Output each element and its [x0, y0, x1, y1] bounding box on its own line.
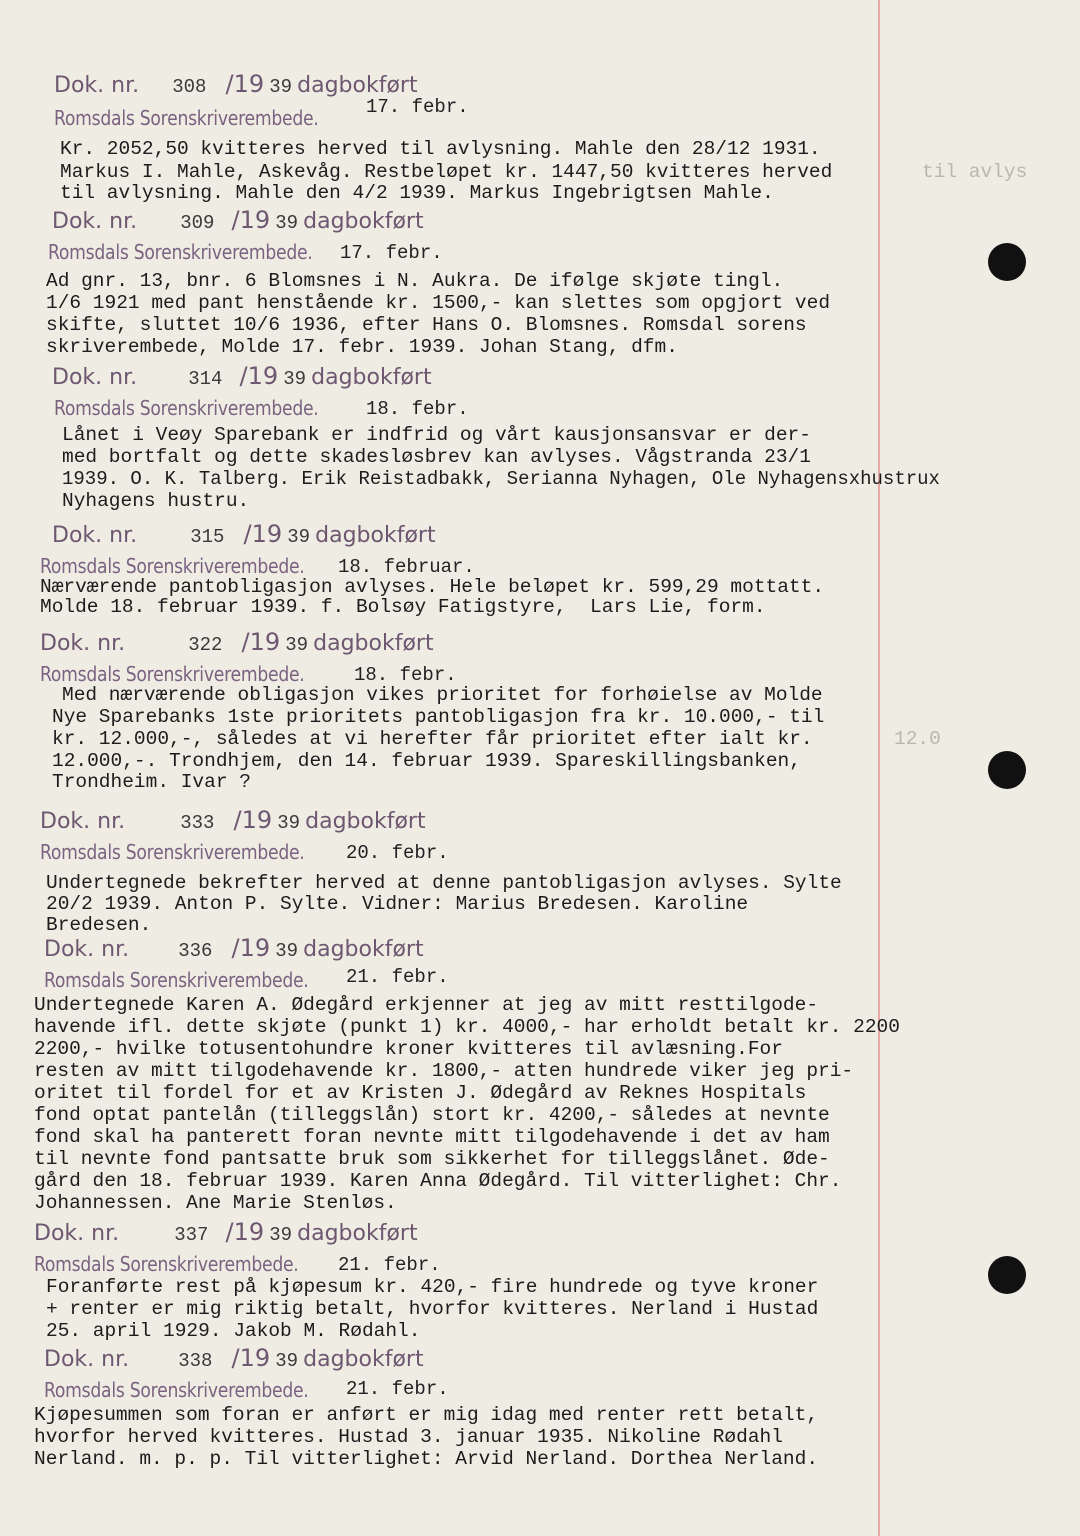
slash-year: /19	[241, 628, 281, 656]
dok-label: Dok. nr.	[40, 809, 126, 834]
entry-date: 18. febr.	[366, 398, 469, 420]
dok-stamp	[44, 934, 424, 962]
dok-number: 314	[188, 368, 223, 390]
dok-label: Dok. nr.	[52, 523, 138, 548]
entry-line: Foranførte rest på kjøpesum kr. 420,- fire hundrede og tyve kroner	[46, 1276, 819, 1298]
dagbokfort-label: dagbokført	[303, 937, 424, 962]
entry-line: skriverembede, Molde 17. febr. 1939. Johan Stang, dfm.	[46, 336, 678, 358]
dok-stamp	[34, 1218, 418, 1246]
dok-stamp	[40, 806, 426, 834]
entry-line: Nærværende pantobligasjon avlyses. Hele beløpet kr. 599,29 mottatt.	[40, 576, 825, 598]
entry-line: 12.000,-. Trondhjem, den 14. februar 1939. Spareskillingsbanken,	[52, 750, 801, 772]
margin-line	[878, 0, 880, 1536]
dagbokfort-label: dagbokført	[305, 809, 426, 834]
year-suffix: 39	[275, 1350, 299, 1372]
dok-number: 322	[188, 634, 223, 656]
office-stamp: Romsdals Sorenskriverembede.	[54, 106, 319, 130]
slash-year: /19	[225, 1218, 265, 1246]
entry-date: 17. febr.	[340, 242, 443, 264]
entry-line: 1939. O. K. Talberg. Erik Reistadbakk, Serianna Nyhagen, Ole Nyhagensxhustrux	[62, 468, 940, 490]
dok-label: Dok. nr.	[44, 937, 130, 962]
year-suffix: 39	[277, 812, 301, 834]
punch-hole	[988, 1256, 1026, 1294]
dok-stamp	[40, 628, 434, 656]
dok-label: Dok. nr.	[52, 365, 138, 390]
dagbokfort-label: dagbokført	[297, 73, 418, 98]
dok-stamp	[44, 1344, 424, 1372]
slash-year: /19	[233, 806, 273, 834]
entry-line: Kjøpesummen som foran er anført er mig idag med renter rett betalt,	[34, 1404, 819, 1426]
dagbokfort-label: dagbokført	[311, 365, 432, 390]
entry-line: Undertegnede Karen A. Ødegård erkjenner at jeg av mitt resttilgode-	[34, 994, 819, 1016]
entry-date: 21. febr.	[338, 1254, 441, 1276]
dok-number: 337	[174, 1224, 209, 1246]
entry-line: oritet til fordel for et av Kristen J. Ødegård av Reknes Hospitals	[34, 1082, 807, 1104]
office-stamp: Romsdals Sorenskriverembede.	[40, 662, 305, 686]
entry-date: 21. febr.	[346, 1378, 449, 1400]
entry-line: Nerland. m. p. p. Til vitterlighet: Arvid Nerland. Dorthea Nerland.	[34, 1448, 819, 1470]
entry-line: til nevnte fond pantsatte bruk som sikkerhet for tilleggslånet. Øde-	[34, 1148, 830, 1170]
office-stamp: Romsdals Sorenskriverembede.	[40, 554, 305, 578]
entry-line: 2200,- hvilke totusentohundre kroner kvitteres til avlæsning.For	[34, 1038, 783, 1060]
dagbokfort-label: dagbokført	[303, 209, 424, 234]
entry-date: 17. febr.	[366, 96, 469, 118]
entry-date: 20. febr.	[346, 842, 449, 864]
dagbokfort-label: dagbokført	[297, 1221, 418, 1246]
dok-stamp	[52, 520, 436, 548]
slash-year: /19	[231, 1344, 271, 1372]
dok-number: 308	[172, 76, 207, 98]
entry-line: Markus I. Mahle, Askevåg. Restbeløpet kr. 1447,50 kvitteres herved	[60, 161, 833, 183]
dok-label: Dok. nr.	[40, 631, 126, 656]
dagbokfort-label: dagbokført	[315, 523, 436, 548]
year-suffix: 39	[269, 76, 293, 98]
dok-number: 315	[190, 526, 225, 548]
dok-number: 309	[180, 212, 215, 234]
faint-overflow-text: 12.0	[894, 728, 941, 750]
dok-number: 333	[180, 812, 215, 834]
dok-label: Dok. nr.	[44, 1347, 130, 1372]
year-suffix: 39	[275, 940, 299, 962]
punch-hole	[988, 243, 1026, 281]
entry-line: havende ifl. dette skjøte (punkt 1) kr. 4000,- har erholdt betalt kr. 2200	[34, 1016, 900, 1038]
dok-number: 336	[178, 940, 213, 962]
entry-line: til avlysning. Mahle den 4/2 1939. Markus Ingebrigtsen Mahle.	[60, 182, 774, 204]
entry-line: Nyhagens hustru.	[62, 490, 250, 512]
slash-year: /19	[231, 206, 271, 234]
year-suffix: 39	[285, 634, 309, 656]
entry-line: kr. 12.000,-, således at vi herefter får prioritet efter ialt kr.	[52, 728, 813, 750]
year-suffix: 39	[269, 1224, 293, 1246]
entry-line: Med nærværende obligasjon vikes prioritet for forhøielse av Molde	[62, 684, 823, 706]
entry-line: Undertegnede bekrefter herved at denne pantobligasjon avlyses. Sylte	[46, 872, 842, 894]
entry-line: Nye Sparebanks 1ste prioritets pantobligasjon fra kr. 10.000,- til	[52, 706, 825, 728]
entry-line: Ad gnr. 13, bnr. 6 Blomsnes i N. Aukra. De ifølge skjøte tingl.	[46, 270, 784, 292]
entry-line: 1/6 1921 med pant henstående kr. 1500,- kan slettes som opgjort ved	[46, 292, 831, 314]
slash-year: /19	[239, 362, 279, 390]
dok-number: 338	[178, 1350, 213, 1372]
year-suffix: 39	[287, 526, 311, 548]
entry-line: + renter er mig riktig betalt, hvorfor kvitteres. Nerland i Hustad	[46, 1298, 819, 1320]
entry-line: Johannessen. Ane Marie Stenløs.	[34, 1192, 397, 1214]
entry-line: med bortfalt og dette skadesløsbrev kan avlyses. Vågstranda 23/1	[62, 446, 811, 468]
office-stamp: Romsdals Sorenskriverembede.	[34, 1252, 299, 1276]
office-stamp: Romsdals Sorenskriverembede.	[54, 396, 319, 420]
entry-line: resten av mitt tilgodehavende kr. 1800,- atten hundrede viker jeg pri-	[34, 1060, 854, 1082]
entry-line: hvorfor herved kvitteres. Hustad 3. januar 1935. Nikoline Rødahl	[34, 1426, 783, 1448]
entry-line: Trondheim. Ivar ?	[52, 771, 251, 793]
entry-line: Kr. 2052,50 kvitteres herved til avlysning. Mahle den 28/12 1931.	[60, 138, 821, 160]
entry-date: 21. febr.	[346, 966, 449, 988]
slash-year: /19	[231, 934, 271, 962]
dok-stamp	[52, 206, 424, 234]
entry-date: 18. febr.	[354, 664, 457, 686]
faint-overflow-text: til avlys	[922, 161, 1028, 183]
entry-date: 18. februar.	[338, 556, 475, 578]
dagbokfort-label: dagbokført	[303, 1347, 424, 1372]
entry-line: Bredesen.	[46, 914, 152, 936]
entry-line: 25. april 1929. Jakob M. Rødahl.	[46, 1320, 421, 1342]
entry-line: fond optat pantelån (tilleggslån) stort kr. 4200,- således at nevnte	[34, 1104, 830, 1126]
dok-label: Dok. nr.	[54, 73, 140, 98]
slash-year: /19	[243, 520, 283, 548]
entry-line: skifte, sluttet 10/6 1936, efter Hans O. Blomsnes. Romsdal sorens	[46, 314, 807, 336]
office-stamp: Romsdals Sorenskriverembede.	[44, 1378, 309, 1402]
office-stamp: Romsdals Sorenskriverembede.	[40, 840, 305, 864]
year-suffix: 39	[283, 368, 307, 390]
entry-line: 20/2 1939. Anton P. Sylte. Vidner: Marius Bredesen. Karoline	[46, 893, 749, 915]
office-stamp: Romsdals Sorenskriverembede.	[48, 240, 313, 264]
punch-hole	[988, 751, 1026, 789]
entry-line: fond skal ha panterett foran nevnte mitt tilgodehavende i det av ham	[34, 1126, 830, 1148]
dok-label: Dok. nr.	[34, 1221, 120, 1246]
entry-line: Molde 18. februar 1939. f. Bolsøy Fatigstyre, Lars Lie, form.	[40, 596, 766, 618]
dagbokfort-label: dagbokført	[313, 631, 434, 656]
office-stamp: Romsdals Sorenskriverembede.	[44, 968, 309, 992]
dok-stamp	[52, 362, 432, 390]
dok-stamp	[54, 70, 418, 98]
entry-line: Lånet i Veøy Sparebank er indfrid og vårt kausjonsansvar er der-	[62, 424, 811, 446]
year-suffix: 39	[275, 212, 299, 234]
slash-year: /19	[225, 70, 265, 98]
entry-line: gård den 18. februar 1939. Karen Anna Ødegård. Til vitterlighet: Chr.	[34, 1170, 842, 1192]
dok-label: Dok. nr.	[52, 209, 138, 234]
